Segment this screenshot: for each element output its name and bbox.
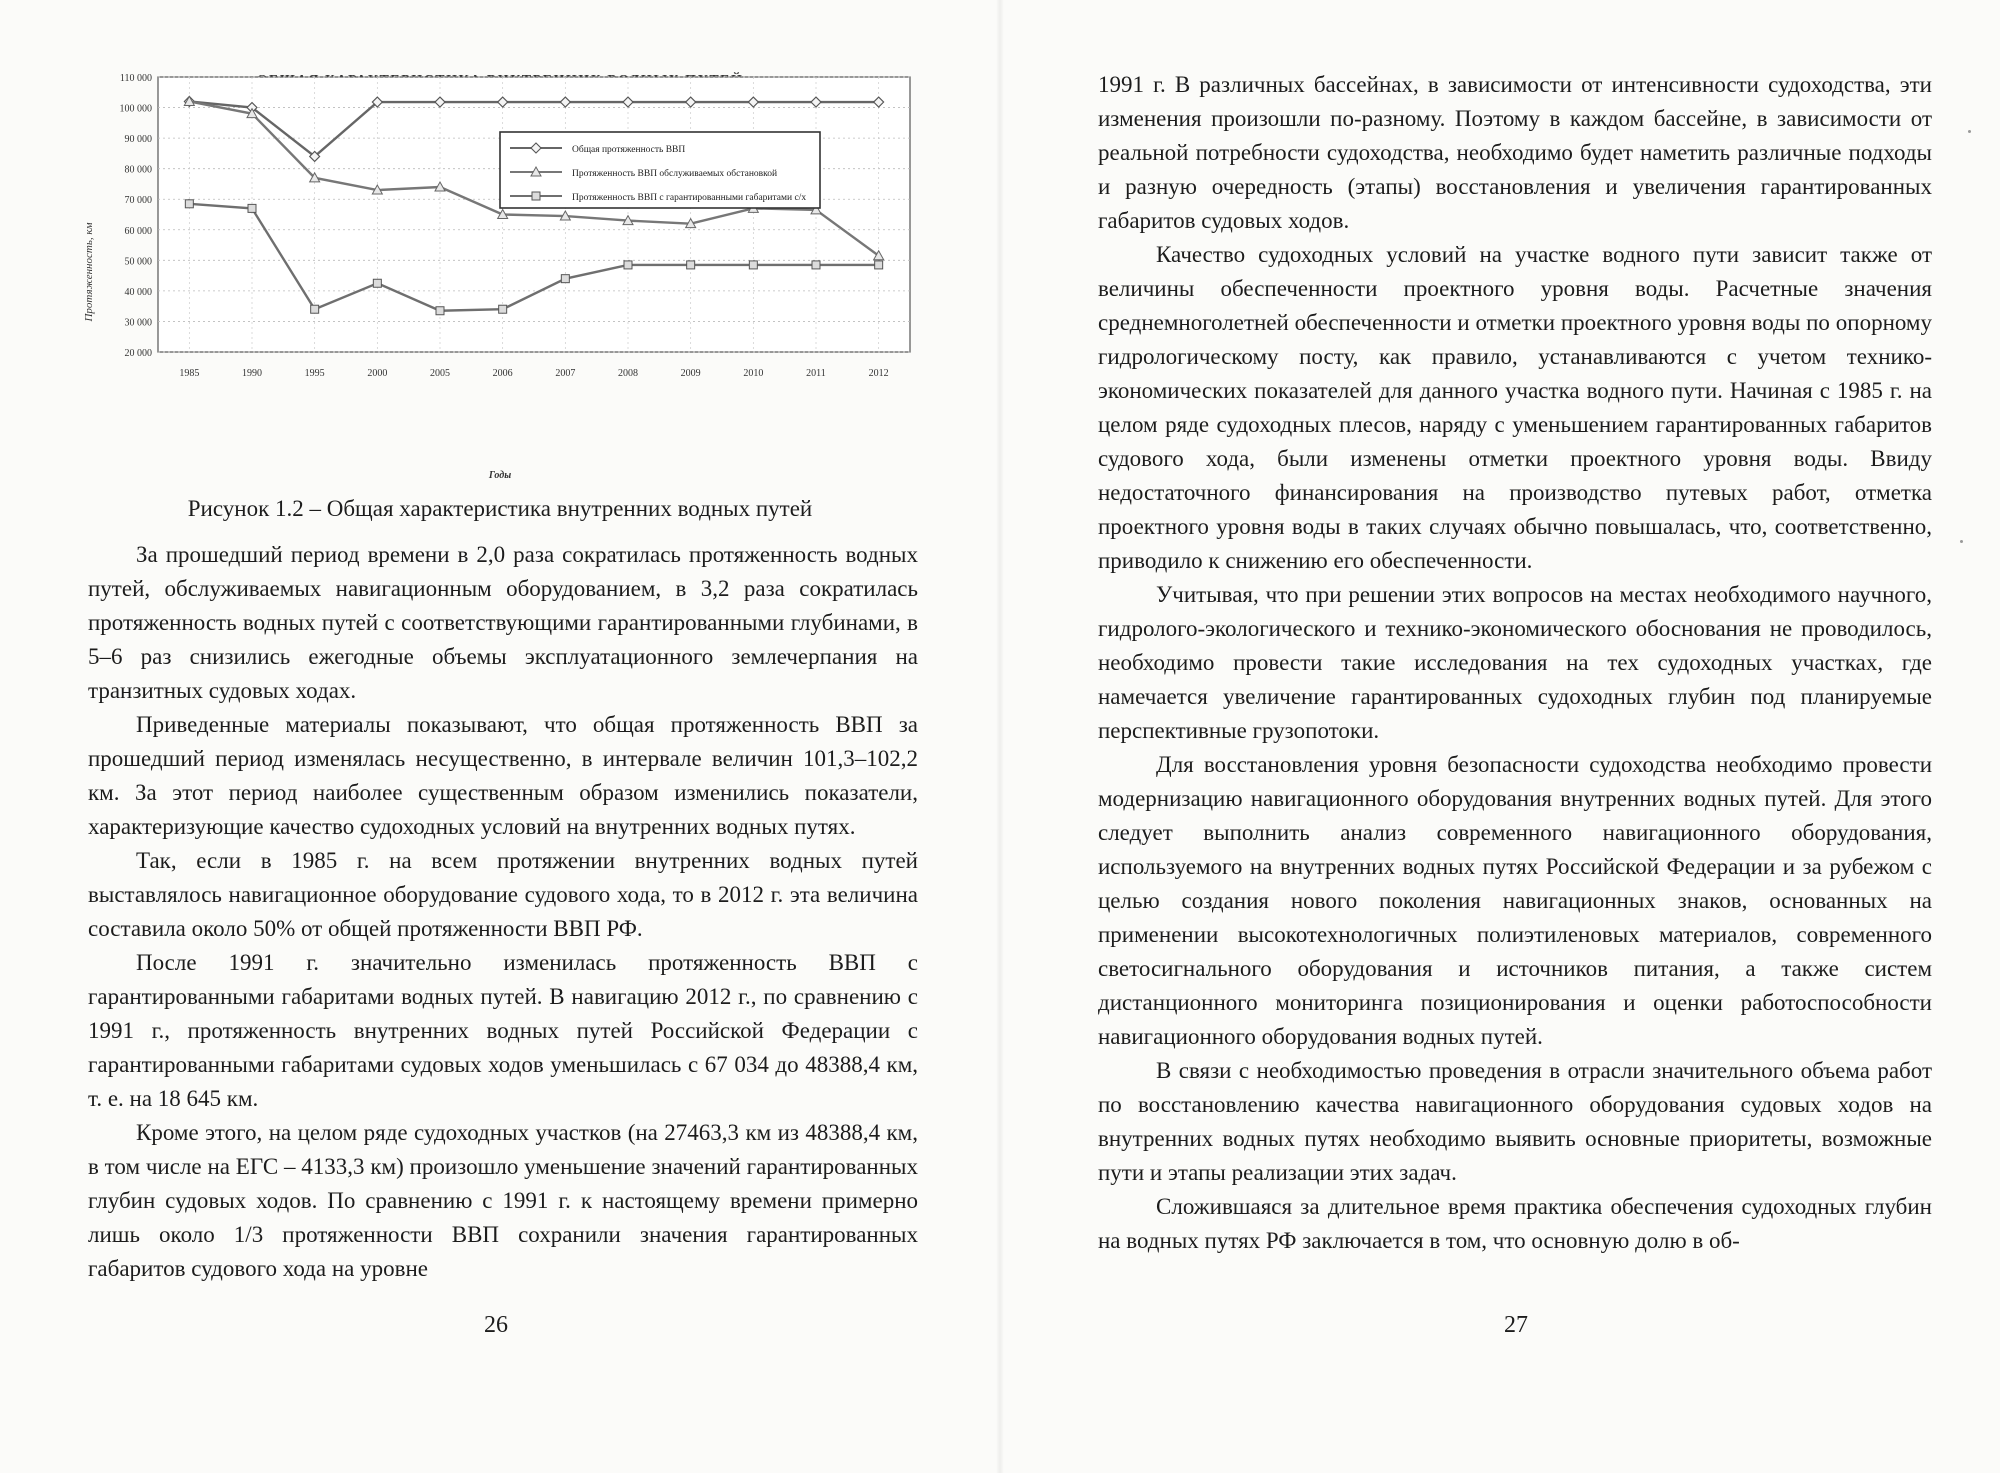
right-text-body bbox=[1098, 68, 1932, 1258]
data-point-series-3 bbox=[248, 204, 256, 212]
data-point-series-3 bbox=[749, 261, 757, 269]
data-point-series-3 bbox=[624, 261, 632, 269]
x-tick-label: 2012 bbox=[868, 368, 889, 379]
y-tick-label: 80 000 bbox=[124, 164, 152, 176]
figure-chart bbox=[80, 62, 920, 482]
paragraph: Сложившаяся за длительное время практика обеспечения судоходных глубин на водных путях РФ заключается в том, что основную долю в об- bbox=[1098, 1194, 1932, 1253]
x-tick-label: 2009 bbox=[680, 368, 701, 379]
paragraph: Кроме этого, на целом ряде судоходных участков (на 27463,3 км из 48388,4 км, в том числе на ЕГС – 4133,3 км) произошло уменьшение значений гарантированных глубин судовых ходов. По сравнению с 1991 г. к настоящему времени примерно лишь около 1/3 протяженности ВВП сохранили значения гарантированных габаритов судового хода на уровне bbox=[88, 1120, 918, 1281]
legend-swatch-marker bbox=[532, 192, 540, 200]
x-tick-label: 2007 bbox=[555, 368, 576, 379]
y-tick-label: 60 000 bbox=[124, 225, 152, 237]
data-point-series-3 bbox=[373, 279, 381, 287]
data-point-series-3 bbox=[875, 261, 883, 269]
data-point-series-3 bbox=[499, 305, 507, 313]
paragraph: После 1991 г. значительно изменилась протяженность ВВП с гарантированными габаритами водных путей. В навигацию 2012 г., по сравнению с 1991 г., протяженность внутренних водных путей Российской Федерации с гарантированными габаритами судовых ходов уменьшилась с 67 034 до 48388,4 км, т. е. на 18 645 км. bbox=[88, 950, 918, 1111]
scan-speck bbox=[1960, 540, 1963, 543]
left-text-body bbox=[88, 538, 918, 1286]
paragraph: Качество судоходных условий на участке водного пути зависит также от величины обеспеченности проектного уровня воды. Расчетные значения среднемноголетней обеспеченности и отметки проектного уровня воды по опорному гидрологическому посту, как правило, устанавливаются с учетом технико-экономических показателей для данного участка водного пути. Начиная с 1985 г. на целом ряде судоходных плесов, наряду с уменьшением гарантированных габаритов судового хода, были изменены отметки проектного уровня воды. Ввиду недостаточного финансирования на производство путевых работ, отметка проектного уровня воды в таких случаях обычно повышалась, что, соответственно, приводило к снижению его обеспеченности. bbox=[1098, 242, 1932, 573]
right-page bbox=[1000, 0, 2000, 1473]
scan-speck bbox=[1968, 130, 1971, 133]
x-tick-label: 2008 bbox=[618, 368, 638, 379]
data-point-series-3 bbox=[311, 305, 319, 313]
data-point-series-3 bbox=[436, 307, 444, 315]
x-tick-label: 2010 bbox=[743, 368, 764, 379]
paragraph: Учитывая, что при решении этих вопросов на местах необходимого научного, гидролого-экологического и технико-экономического обоснования не проводилось, необходимо провести такие исследования на тех судоходных участках, где намечается увеличение гарантированных судоходных глубин под планируемые перспективные грузопотоки. bbox=[1098, 582, 1932, 743]
paragraph-continuation: 1991 г. В различных бассейнах, в зависимости от интенсивности судоходства, эти изменения произошли по-разному. Поэтому в каждом бассейне, в зависимости от реальной потребности судоходства, необходимо будет наметить различные подходы и разную очередность (этапы) восстановления и увеличения гарантированных габаритов судовых ходов. bbox=[1098, 72, 1932, 233]
x-tick-label: 2000 bbox=[367, 368, 388, 379]
paragraph: За прошедший период времени в 2,0 раза сократилась протяженность водных путей, обслуживаемых навигационным оборудованием, в 3,2 раза сократилась протяженность водных путей с соответствующими гарантированными глубинами, в 5–6 раз снизились ежегодные объемы эксплуатационного землечерпания на транзитных судовых ходах. bbox=[88, 542, 918, 703]
x-tick-label: 1990 bbox=[242, 368, 262, 379]
y-tick-label: 90 000 bbox=[124, 134, 152, 146]
x-tick-label: 2011 bbox=[806, 368, 826, 379]
paragraph: Приведенные материалы показывают, что общая протяженность ВВП за прошедший период изменялась несущественно, в интервале величин 101,3–102,2 км. За этот период наиболее существенным образом изменились показатели, характеризующие качество судоходных условий на внутренних водных путях. bbox=[88, 712, 918, 839]
paragraph: Для восстановления уровня безопасности судоходства необходимо провести модернизацию навигационного оборудования внутренних водных путей. Для этого следует выполнить анализ современного навигационного оборудования, используемого на внутренних водных путях Российской Федерации и за рубежом с целью создания нового поколения навигационных знаков, основанных на применении высокотехнологичных полиэтиленовых материалов, современного светосигнального оборудования и источников питания, а также систем дистанционного мониторинга позиционирования и оценки работоспособности навигационного оборудования водных путей. bbox=[1098, 752, 1932, 1049]
page-number: 26 bbox=[484, 1312, 508, 1338]
x-tick-label: 2005 bbox=[430, 368, 450, 379]
paragraph: Так, если в 1985 г. на всем протяжении внутренних водных путей выставлялось навигационное оборудование судового хода, то в 2012 г. эта величина составила около 50% от общей протяженности ВВП РФ. bbox=[88, 848, 918, 941]
y-tick-label: 20 000 bbox=[124, 348, 152, 359]
y-tick-label: 50 000 bbox=[124, 256, 152, 268]
data-point-series-3 bbox=[687, 261, 695, 269]
legend-entry-label: Протяженность ВВП с гарантированными габаритами с/х bbox=[572, 193, 807, 203]
paragraph: В связи с необходимостью проведения в отрасли значительного объема работ по восстановлению качества навигационного оборудования судовых ходов на внутренних водных путях необходимо выявить основные приоритеты, возможные пути и этапы реализации этих задач. bbox=[1098, 1058, 1932, 1185]
y-tick-label: 70 000 bbox=[124, 195, 152, 207]
chart-x-axis-label: Годы bbox=[488, 470, 512, 481]
y-tick-label: 30 000 bbox=[124, 317, 152, 329]
page-number: 27 bbox=[1504, 1312, 1528, 1338]
x-tick-label: 2006 bbox=[492, 368, 513, 379]
chart-svg bbox=[80, 62, 920, 482]
legend-entry-label: Общая протяженность ВВП bbox=[572, 145, 686, 155]
y-tick-label: 40 000 bbox=[124, 286, 152, 298]
y-tick-label: 100 000 bbox=[119, 103, 152, 115]
data-point-series-3 bbox=[561, 275, 569, 283]
x-tick-label: 1995 bbox=[304, 368, 325, 379]
y-tick-label: 110 000 bbox=[119, 73, 152, 84]
legend-entry-label: Протяженность ВВП обслуживаемых обстановкой bbox=[572, 169, 778, 179]
x-tick-label: 1985 bbox=[179, 368, 200, 379]
figure-caption: Рисунок 1.2 – Общая характеристика внутренних водных путей bbox=[187, 496, 813, 521]
chart-y-axis-label: Протяженность, км bbox=[83, 222, 95, 322]
data-point-series-3 bbox=[185, 200, 193, 208]
data-point-series-3 bbox=[812, 261, 820, 269]
